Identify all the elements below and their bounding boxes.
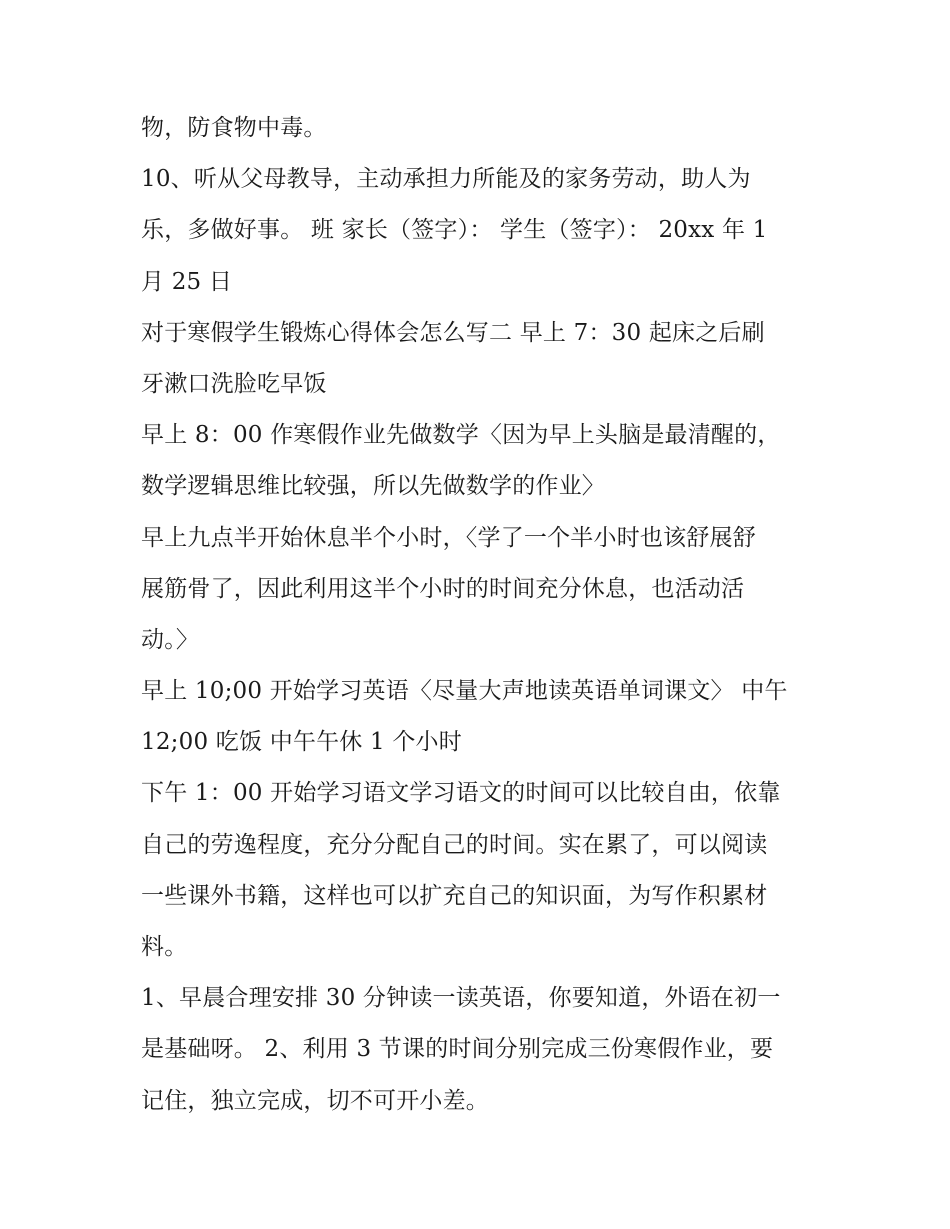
text-line: 早上九点半开始休息半个小时，〈学了一个半小时也该舒展舒 [141,524,756,551]
document-body [141,103,821,1127]
text-line: 自己的劳逸程度，充分分配自己的时间。实在累了，可以阅读 [141,831,768,858]
text-line: 下午 1：00 开始学习语文学习语文的时间可以比较自由，依靠 [141,780,781,807]
text-line: 1、早晨合理安排 30 分钟读一读英语，你要知道，外语在初一 [141,985,781,1012]
text-line: 一些课外书籍，这样也可以扩充自己的知识面，为写作积累材 [141,882,768,909]
text-line: 料。 [141,934,188,960]
text-line: 记住，独立完成，切不可开小差。 [141,1087,489,1114]
text-line: 牙漱口洗脸吃早饭 [141,370,327,397]
text-line: 12;00 吃饭 中午午休 1 个小时 [141,729,462,756]
text-line: 乐，多做好事。 班 家长（签字）： 学生（签字）： 20xx 年 1 [141,217,768,244]
text-line: 是基础呀。 2、利用 3 节课的时间分别完成三份寒假作业，要 [141,1036,774,1063]
text-line: 10、听从父母教导，主动承担力所能及的家务劳动，助人为 [141,166,751,193]
text-line: 动。〉 [141,626,200,653]
text-line: 早上 8：00 作寒假作业先做数学〈因为早上头脑是最清醒的， [141,422,781,449]
text-line: 物，防食物中毒。 [141,115,327,141]
text-line: 早上 10;00 开始学习英语〈尽量大声地读英语单词课文〉 中午 [141,678,788,705]
text-line: 数学逻辑思维比较强，所以先做数学的作业〉 [141,473,605,500]
text-line: 对于寒假学生锻炼心得体会怎么写二 早上 7：30 起床之后刷 [141,319,765,346]
text-line: 月 25 日 [141,268,233,295]
text-line: 展筋骨了，因此利用这半个小时的时间充分休息，也活动活 [141,575,745,602]
